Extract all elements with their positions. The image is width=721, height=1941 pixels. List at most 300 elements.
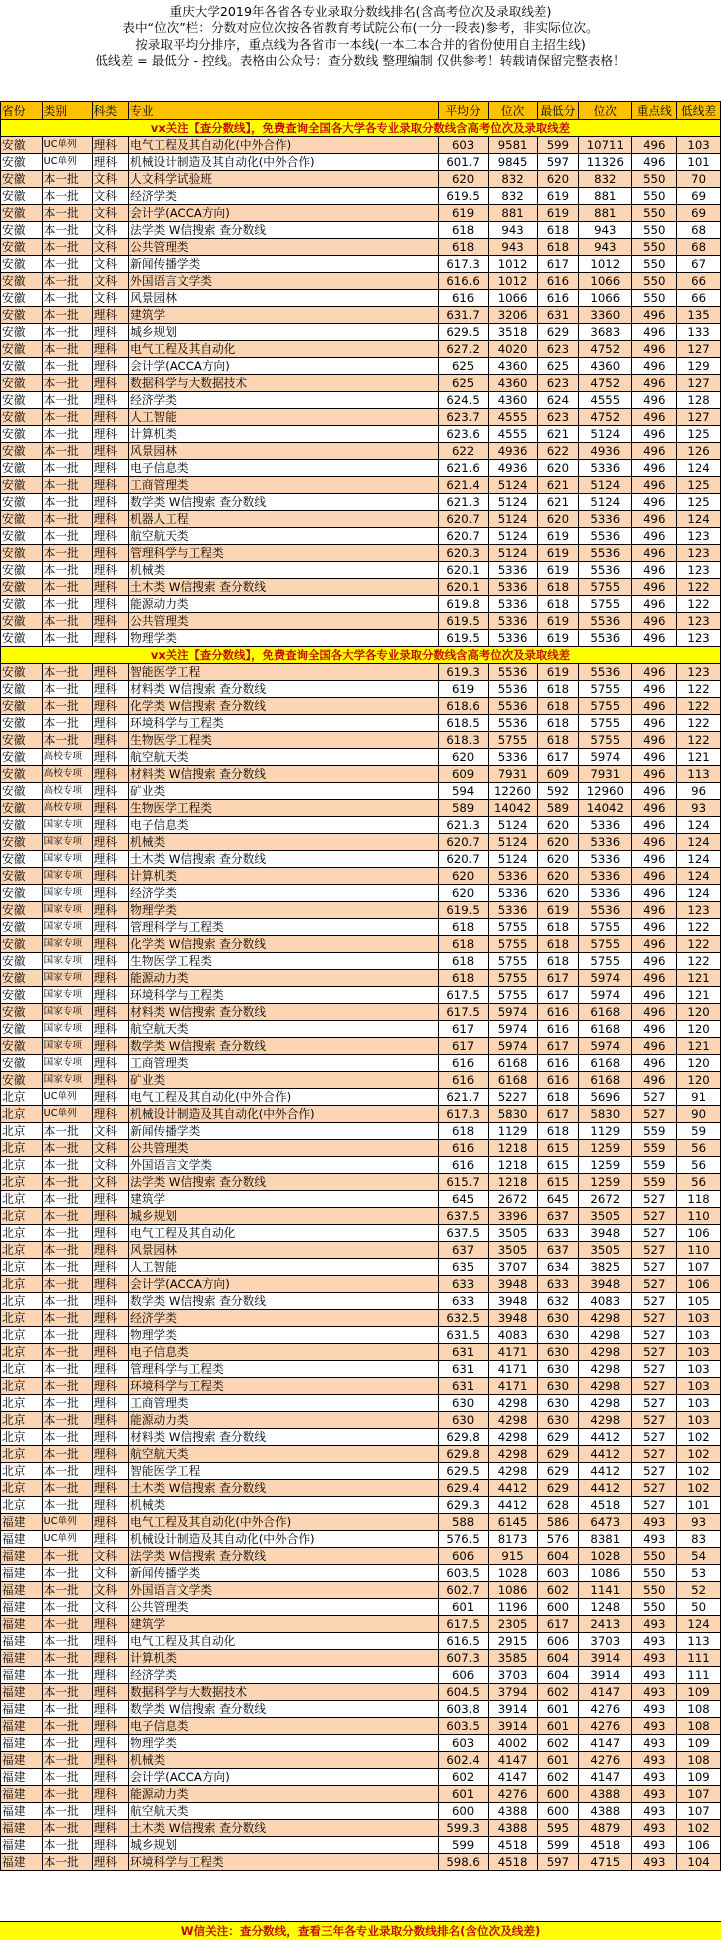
cell-major: 建筑学	[129, 1191, 438, 1208]
cell-subject: 理科	[92, 1378, 128, 1395]
cell-avg-score: 603.5	[438, 1718, 488, 1735]
notice-row-mid	[1, 647, 721, 664]
cell-subject: 理科	[92, 1650, 128, 1667]
cell-min-rank: 4276	[579, 1752, 632, 1769]
cell-min-score: 624	[537, 392, 579, 409]
cell-key-line: 527	[632, 1106, 677, 1123]
cell-province: 安徽	[1, 307, 43, 324]
cell-category: UC单列	[42, 1106, 92, 1123]
cell-line-diff: 122	[677, 715, 721, 732]
cell-subject: 理科	[92, 817, 128, 834]
cell-province: 安徽	[1, 902, 43, 919]
table-row	[1, 358, 721, 375]
cell-min-rank: 3360	[579, 307, 632, 324]
cell-line-diff: 124	[677, 851, 721, 868]
cell-category: 本一批	[42, 1395, 92, 1412]
cell-key-line: 493	[632, 1769, 677, 1786]
cell-province: 北京	[1, 1480, 43, 1497]
cell-major: 外国语言文学类	[129, 1157, 438, 1174]
cell-min-score: 597	[537, 154, 579, 171]
cell-min-score: 621	[537, 426, 579, 443]
cell-major: 建筑学	[129, 307, 438, 324]
cell-min-rank: 5124	[579, 426, 632, 443]
cell-min-rank: 5536	[579, 902, 632, 919]
cell-province: 北京	[1, 1497, 43, 1514]
cell-avg-score: 604.5	[438, 1684, 488, 1701]
cell-subject: 理科	[92, 1769, 128, 1786]
cell-min-rank: 5974	[579, 970, 632, 987]
cell-avg-rank: 3948	[488, 1293, 537, 1310]
cell-min-rank: 4518	[579, 1497, 632, 1514]
cell-avg-score: 629.5	[438, 324, 488, 341]
cell-avg-rank: 1028	[488, 1565, 537, 1582]
cell-key-line: 496	[632, 545, 677, 562]
cell-min-score: 619	[537, 613, 579, 630]
table-row	[1, 783, 721, 800]
notice-text-mid: vx关注【查分数线】，免费查询全国各大学各专业录取分数线含高考位次及录取线差	[1, 647, 721, 664]
cell-category: 本一批	[42, 1446, 92, 1463]
cell-category: 本一批	[42, 1208, 92, 1225]
cell-province: 安徽	[1, 1004, 43, 1021]
cell-avg-rank: 6145	[488, 1514, 537, 1531]
table-row	[1, 545, 721, 562]
header-note-sort: 按录取平均分排序，重点线为各省市一本线(一本二本合并的省份使用自主招生线)	[135, 36, 586, 52]
cell-key-line: 527	[632, 1208, 677, 1225]
table-row	[1, 205, 721, 222]
cell-min-rank: 5755	[579, 715, 632, 732]
cell-min-score: 634	[537, 1259, 579, 1276]
cell-min-score: 629	[537, 1480, 579, 1497]
table-row	[1, 953, 721, 970]
cell-subject: 理科	[92, 987, 128, 1004]
cell-key-line: 527	[632, 1446, 677, 1463]
cell-key-line: 496	[632, 562, 677, 579]
cell-line-diff: 104	[677, 1854, 721, 1871]
cell-avg-rank: 1066	[488, 290, 537, 307]
cell-avg-score: 620.7	[438, 528, 488, 545]
cell-line-diff: 108	[677, 1701, 721, 1718]
table-row	[1, 613, 721, 630]
table-row	[1, 664, 721, 681]
cell-avg-score: 618	[438, 239, 488, 256]
cell-min-score: 630	[537, 1378, 579, 1395]
table-row	[1, 239, 721, 256]
cell-major: 计算机类	[129, 868, 438, 885]
cell-min-score: 600	[537, 1786, 579, 1803]
table-row	[1, 851, 721, 868]
table-row	[1, 1344, 721, 1361]
cell-key-line: 493	[632, 1514, 677, 1531]
cell-subject: 理科	[92, 681, 128, 698]
cell-major: 管理科学与工程类	[129, 545, 438, 562]
cell-avg-score: 602.7	[438, 1582, 488, 1599]
cell-category: 本一批	[42, 562, 92, 579]
cell-avg-score: 617.5	[438, 1004, 488, 1021]
cell-province: 北京	[1, 1106, 43, 1123]
cell-category: 本一批	[42, 1344, 92, 1361]
cell-province: 安徽	[1, 664, 43, 681]
cell-min-rank: 4388	[579, 1803, 632, 1820]
cell-line-diff: 121	[677, 749, 721, 766]
cell-major: 材料类 W信搜索 查分数线	[129, 681, 438, 698]
cell-min-rank: 3914	[579, 1650, 632, 1667]
cell-major: 生物医学工程类	[129, 800, 438, 817]
cell-subject: 文科	[92, 1157, 128, 1174]
cell-category: 本一批	[42, 613, 92, 630]
cell-line-diff: 96	[677, 783, 721, 800]
cell-category: 本一批	[42, 171, 92, 188]
cell-min-score: 618	[537, 239, 579, 256]
cell-subject: 理科	[92, 1854, 128, 1871]
cell-line-diff: 125	[677, 426, 721, 443]
cell-subject: 理科	[92, 1616, 128, 1633]
table-row	[1, 307, 721, 324]
table-row	[1, 766, 721, 783]
cell-min-rank: 1248	[579, 1599, 632, 1616]
cell-key-line: 550	[632, 239, 677, 256]
cell-min-rank: 1129	[579, 1123, 632, 1140]
cell-avg-score: 603.5	[438, 1565, 488, 1582]
cell-subject: 理科	[92, 1718, 128, 1735]
cell-avg-score: 629.4	[438, 1480, 488, 1497]
cell-key-line: 496	[632, 375, 677, 392]
cell-category: 本一批	[42, 1633, 92, 1650]
table-row	[1, 392, 721, 409]
cell-min-rank: 6168	[579, 1021, 632, 1038]
cell-min-score: 597	[537, 1854, 579, 1871]
cell-key-line: 496	[632, 766, 677, 783]
cell-subject: 理科	[92, 1089, 128, 1106]
cell-min-rank: 5755	[579, 732, 632, 749]
cell-avg-rank: 5124	[488, 477, 537, 494]
cell-category: 本一批	[42, 681, 92, 698]
cell-major: 经济学类	[129, 1310, 438, 1327]
cell-line-diff: 113	[677, 1633, 721, 1650]
cell-avg-rank: 5336	[488, 885, 537, 902]
cell-subject: 理科	[92, 545, 128, 562]
cell-avg-rank: 4002	[488, 1735, 537, 1752]
table-row	[1, 1633, 721, 1650]
cell-province: 福建	[1, 1599, 43, 1616]
cell-min-rank: 8381	[579, 1531, 632, 1548]
cell-avg-rank: 4936	[488, 443, 537, 460]
cell-key-line: 496	[632, 630, 677, 647]
cell-avg-score: 645	[438, 1191, 488, 1208]
cell-min-score: 620	[537, 851, 579, 868]
cell-line-diff: 124	[677, 885, 721, 902]
cell-category: 本一批	[42, 1684, 92, 1701]
cell-min-rank: 12960	[579, 783, 632, 800]
table-row	[1, 579, 721, 596]
cell-key-line: 527	[632, 1480, 677, 1497]
table-row	[1, 1157, 721, 1174]
cell-province: 安徽	[1, 528, 43, 545]
cell-line-diff: 105	[677, 1293, 721, 1310]
cell-line-diff: 93	[677, 1514, 721, 1531]
cell-avg-rank: 5755	[488, 936, 537, 953]
table-row	[1, 868, 721, 885]
cell-category: 本一批	[42, 1769, 92, 1786]
cell-major: 电气工程及其自动化(中外合作)	[129, 137, 438, 154]
cell-min-rank: 5755	[579, 698, 632, 715]
table-row	[1, 1038, 721, 1055]
cell-major: 航空航天类	[129, 1021, 438, 1038]
cell-avg-score: 616	[438, 1055, 488, 1072]
cell-line-diff: 120	[677, 1004, 721, 1021]
table-row	[1, 1480, 721, 1497]
cell-province: 安徽	[1, 732, 43, 749]
cell-province: 北京	[1, 1429, 43, 1446]
cell-line-diff: 103	[677, 1361, 721, 1378]
cell-category: 本一批	[42, 222, 92, 239]
cell-min-score: 606	[537, 1633, 579, 1650]
cell-min-score: 603	[537, 1565, 579, 1582]
cell-line-diff: 56	[677, 1174, 721, 1191]
cell-avg-score: 588	[438, 1514, 488, 1531]
cell-min-score: 621	[537, 477, 579, 494]
cell-avg-score: 601	[438, 1599, 488, 1616]
cell-category: 国家专项	[42, 902, 92, 919]
table-row	[1, 1361, 721, 1378]
table-row	[1, 1225, 721, 1242]
cell-subject: 理科	[92, 1225, 128, 1242]
table-row	[1, 1650, 721, 1667]
cell-category: 本一批	[42, 188, 92, 205]
cell-min-rank: 943	[579, 222, 632, 239]
table-row	[1, 443, 721, 460]
cell-avg-rank: 4147	[488, 1752, 537, 1769]
cell-avg-score: 617.3	[438, 1106, 488, 1123]
cell-min-score: 620	[537, 460, 579, 477]
cell-key-line: 496	[632, 324, 677, 341]
cell-major: 电气工程及其自动化	[129, 1225, 438, 1242]
cell-major: 数学类 W信搜索 查分数线	[129, 1293, 438, 1310]
cell-category: 本一批	[42, 1463, 92, 1480]
cell-min-score: 629	[537, 324, 579, 341]
cell-min-rank: 3914	[579, 1667, 632, 1684]
cell-avg-rank: 3794	[488, 1684, 537, 1701]
cell-avg-score: 615.7	[438, 1174, 488, 1191]
cell-min-rank: 5336	[579, 885, 632, 902]
cell-major: 外国语言文学类	[129, 1582, 438, 1599]
cell-category: 高校专项	[42, 766, 92, 783]
cell-subject: 理科	[92, 1786, 128, 1803]
cell-min-rank: 4147	[579, 1684, 632, 1701]
cell-category: 本一批	[42, 1616, 92, 1633]
cell-min-rank: 1259	[579, 1174, 632, 1191]
cell-province: 北京	[1, 1242, 43, 1259]
cell-min-score: 616	[537, 1072, 579, 1089]
cell-min-rank: 4298	[579, 1395, 632, 1412]
cell-key-line: 496	[632, 392, 677, 409]
cell-min-rank: 4298	[579, 1378, 632, 1395]
cell-line-diff: 125	[677, 477, 721, 494]
cell-avg-score: 616	[438, 1072, 488, 1089]
cell-min-score: 617	[537, 256, 579, 273]
cell-major: 经济学类	[129, 188, 438, 205]
cell-province: 安徽	[1, 1072, 43, 1089]
cell-avg-rank: 4412	[488, 1480, 537, 1497]
cell-province: 福建	[1, 1684, 43, 1701]
cell-line-diff: 120	[677, 1072, 721, 1089]
cell-avg-rank: 12260	[488, 783, 537, 800]
cell-province: 北京	[1, 1191, 43, 1208]
cell-province: 北京	[1, 1310, 43, 1327]
cell-major: 数据科学与大数据技术	[129, 375, 438, 392]
table-row	[1, 1786, 721, 1803]
cell-avg-score: 599.3	[438, 1820, 488, 1837]
cell-min-rank: 4276	[579, 1718, 632, 1735]
cell-category: 本一批	[42, 1650, 92, 1667]
cell-province: 安徽	[1, 987, 43, 1004]
table-row	[1, 1616, 721, 1633]
cell-province: 安徽	[1, 715, 43, 732]
cell-key-line: 493	[632, 1684, 677, 1701]
cell-subject: 理科	[92, 732, 128, 749]
cell-avg-rank: 4020	[488, 341, 537, 358]
cell-min-rank: 5536	[579, 664, 632, 681]
cell-min-score: 602	[537, 1735, 579, 1752]
cell-major: 能源动力类	[129, 1786, 438, 1803]
cell-avg-rank: 5336	[488, 579, 537, 596]
cell-avg-rank: 4388	[488, 1820, 537, 1837]
table-row	[1, 1123, 721, 1140]
cell-avg-score: 631.7	[438, 307, 488, 324]
table-row	[1, 1055, 721, 1072]
cell-avg-rank: 832	[488, 171, 537, 188]
cell-major: 电气工程及其自动化(中外合作)	[129, 1514, 438, 1531]
cell-avg-score: 621.3	[438, 494, 488, 511]
cell-avg-rank: 5336	[488, 902, 537, 919]
table-row	[1, 1276, 721, 1293]
cell-avg-rank: 5124	[488, 528, 537, 545]
cell-min-score: 602	[537, 1582, 579, 1599]
cell-province: 福建	[1, 1582, 43, 1599]
cell-min-rank: 11326	[579, 154, 632, 171]
cell-subject: 理科	[92, 1752, 128, 1769]
cell-major: 外国语言文学类	[129, 273, 438, 290]
cell-avg-score: 620	[438, 868, 488, 885]
cell-min-rank: 4298	[579, 1327, 632, 1344]
cell-min-score: 630	[537, 1310, 579, 1327]
cell-province: 安徽	[1, 562, 43, 579]
cell-key-line: 493	[632, 1803, 677, 1820]
cell-category: 本一批	[42, 477, 92, 494]
cell-major: 经济学类	[129, 885, 438, 902]
cell-min-score: 632	[537, 1293, 579, 1310]
cell-category: 本一批	[42, 579, 92, 596]
cell-province: 安徽	[1, 477, 43, 494]
cell-key-line: 496	[632, 154, 677, 171]
cell-min-rank: 4555	[579, 392, 632, 409]
cell-key-line: 496	[632, 885, 677, 902]
cell-avg-rank: 5124	[488, 545, 537, 562]
cell-min-rank: 5336	[579, 460, 632, 477]
cell-province: 福建	[1, 1650, 43, 1667]
cell-subject: 理科	[92, 562, 128, 579]
cell-major: 风景园林	[129, 443, 438, 460]
cell-min-score: 604	[537, 1667, 579, 1684]
cell-key-line: 496	[632, 800, 677, 817]
cell-min-score: 601	[537, 1701, 579, 1718]
cell-key-line: 550	[632, 1582, 677, 1599]
cell-min-rank: 10711	[579, 137, 632, 154]
cell-major: 能源动力类	[129, 596, 438, 613]
cell-key-line: 559	[632, 1123, 677, 1140]
cell-min-rank: 881	[579, 205, 632, 222]
cell-avg-score: 631.5	[438, 1327, 488, 1344]
cell-major: 机械类	[129, 562, 438, 579]
cell-key-line: 527	[632, 1344, 677, 1361]
cell-avg-rank: 4171	[488, 1361, 537, 1378]
cell-province: 北京	[1, 1259, 43, 1276]
cell-subject: 理科	[92, 596, 128, 613]
cell-category: 本一批	[42, 443, 92, 460]
cell-major: 管理科学与工程类	[129, 919, 438, 936]
table-row	[1, 1769, 721, 1786]
cell-subject: 理科	[92, 766, 128, 783]
table-row	[1, 715, 721, 732]
cell-avg-score: 629.5	[438, 1463, 488, 1480]
cell-avg-rank: 3518	[488, 324, 537, 341]
cell-min-score: 618	[537, 698, 579, 715]
cell-key-line: 527	[632, 1089, 677, 1106]
table-row	[1, 919, 721, 936]
cell-line-diff: 122	[677, 919, 721, 936]
cell-subject: 理科	[92, 392, 128, 409]
cell-min-rank: 881	[579, 188, 632, 205]
cell-avg-score: 621.3	[438, 817, 488, 834]
cell-key-line: 496	[632, 953, 677, 970]
cell-min-score: 618	[537, 596, 579, 613]
cell-key-line: 527	[632, 1293, 677, 1310]
cell-category: 本一批	[42, 1327, 92, 1344]
cell-key-line: 496	[632, 1055, 677, 1072]
cell-avg-score: 618.6	[438, 698, 488, 715]
cell-min-score: 629	[537, 1429, 579, 1446]
cell-min-score: 633	[537, 1276, 579, 1293]
cell-province: 安徽	[1, 290, 43, 307]
cell-subject: 理科	[92, 698, 128, 715]
cell-avg-rank: 3396	[488, 1208, 537, 1225]
cell-key-line: 496	[632, 1072, 677, 1089]
cell-min-score: 595	[537, 1820, 579, 1837]
cell-avg-rank: 8173	[488, 1531, 537, 1548]
cell-province: 福建	[1, 1616, 43, 1633]
cell-avg-score: 631	[438, 1344, 488, 1361]
cell-min-rank: 5536	[579, 528, 632, 545]
cell-province: 北京	[1, 1395, 43, 1412]
cell-category: 本一批	[42, 1225, 92, 1242]
cell-avg-rank: 1129	[488, 1123, 537, 1140]
cell-key-line: 496	[632, 460, 677, 477]
cell-major: 计算机类	[129, 1650, 438, 1667]
cell-line-diff: 123	[677, 562, 721, 579]
cell-major: 会计学(ACCA方向)	[129, 205, 438, 222]
cell-avg-rank: 3707	[488, 1259, 537, 1276]
cell-avg-rank: 5536	[488, 681, 537, 698]
col-key-line: 重点线	[632, 102, 677, 120]
cell-major: 物理学类	[129, 630, 438, 647]
cell-major: 新闻传播学类	[129, 1123, 438, 1140]
cell-major: 机械设计制造及其自动化(中外合作)	[129, 1531, 438, 1548]
cell-line-diff: 56	[677, 1140, 721, 1157]
cell-avg-score: 637	[438, 1242, 488, 1259]
cell-province: 安徽	[1, 817, 43, 834]
cell-category: 国家专项	[42, 1038, 92, 1055]
cell-avg-score: 603	[438, 137, 488, 154]
table-row	[1, 1378, 721, 1395]
